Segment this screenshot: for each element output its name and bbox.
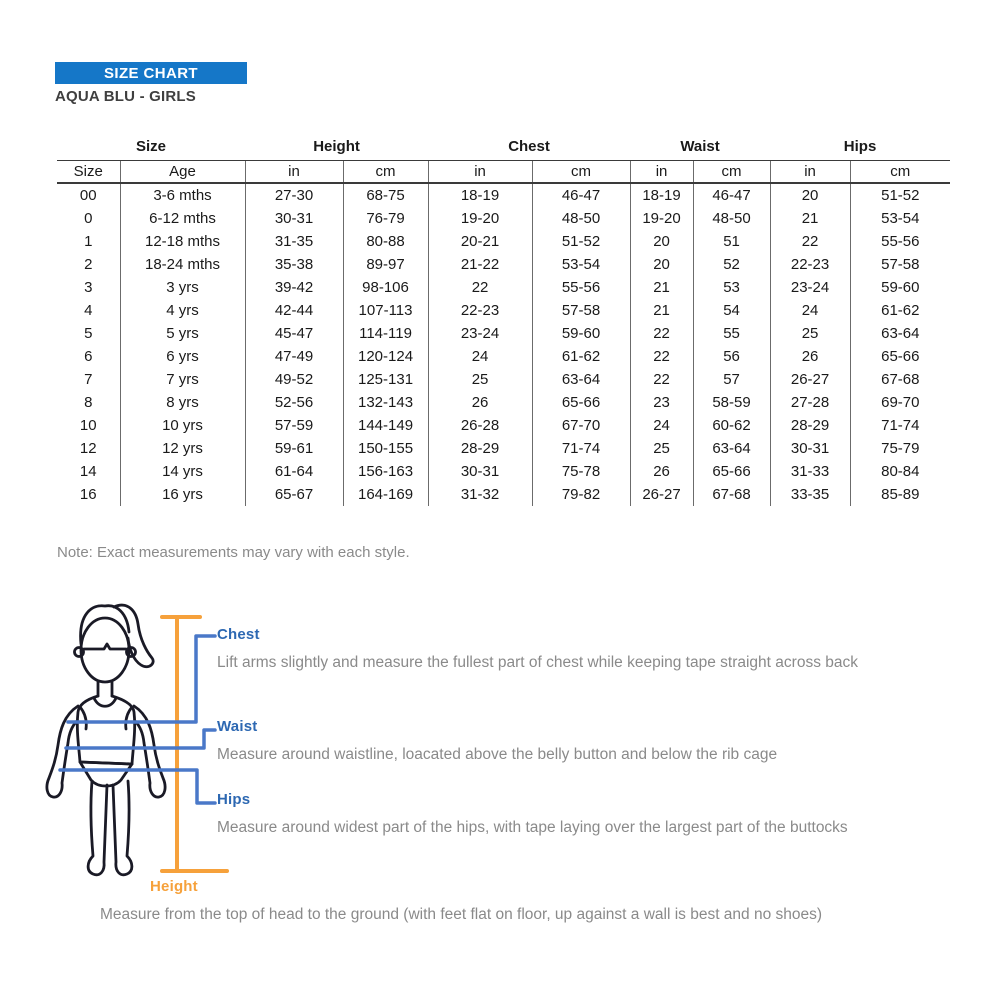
table-row <box>57 253 950 276</box>
size-chart-banner-label: SIZE CHART <box>104 64 198 82</box>
table-cell: 5 <box>84 325 93 342</box>
table-cell: 6-12 mths <box>120 207 245 230</box>
table-cell: 18-24 mths <box>120 253 245 276</box>
table-cell: 14 <box>79 463 97 480</box>
figure-right-leg <box>113 781 132 875</box>
table-cell: 61-62 <box>532 345 630 368</box>
figure-neckline <box>94 698 116 706</box>
table-cell: 30-31 <box>770 437 850 460</box>
table-cell: 26-27 <box>630 483 693 506</box>
group-header-hips: Hips <box>843 138 877 155</box>
table-cell: 8 <box>84 394 93 411</box>
hips-guide-label: Hips <box>217 791 251 808</box>
table-cell: 5 yrs <box>120 322 245 345</box>
table-row <box>57 414 950 437</box>
table-cell: 48-50 <box>532 207 630 230</box>
table-cell: 22 <box>630 345 693 368</box>
table-cell: 20-21 <box>428 230 532 253</box>
table-cell: 7 yrs <box>120 368 245 391</box>
table-cell: 25 <box>770 322 850 345</box>
table-cell: 12 <box>79 440 97 457</box>
table-cell: 61-62 <box>850 299 950 322</box>
table-cell: 16 yrs <box>120 483 245 506</box>
table-cell: 71-74 <box>532 437 630 460</box>
sub-header-waist-cm: cm <box>693 161 770 184</box>
table-cell: 46-47 <box>532 183 630 207</box>
table-cell: 51-52 <box>850 183 950 207</box>
waist-guide-description: Measure around waistline, loacated above the belly button and below the rib cage <box>217 746 778 763</box>
table-cell: 54 <box>693 299 770 322</box>
sub-header-height-cm: cm <box>343 161 428 184</box>
table-cell: 3-6 mths <box>120 183 245 207</box>
waist-guide-label: Waist <box>217 718 258 735</box>
table-cell: 57-59 <box>245 414 343 437</box>
table-cell: 42-44 <box>245 299 343 322</box>
table-cell: 12-18 mths <box>120 230 245 253</box>
table-cell: 61-64 <box>245 460 343 483</box>
table-cell: 22 <box>770 230 850 253</box>
table-cell: 59-61 <box>245 437 343 460</box>
table-cell: 1 <box>84 233 93 250</box>
table-cell: 125-131 <box>343 368 428 391</box>
table-cell: 53 <box>693 276 770 299</box>
table-group-header-row <box>57 133 950 161</box>
table-cell: 28-29 <box>770 414 850 437</box>
table-cell: 19-20 <box>630 207 693 230</box>
table-cell: 120-124 <box>343 345 428 368</box>
table-row <box>57 391 950 414</box>
table-cell: 12 yrs <box>120 437 245 460</box>
table-cell: 19-20 <box>428 207 532 230</box>
hips-guide-description: Measure around widest part of the hips, with tape laying over the largest part of the buttocks <box>217 819 848 836</box>
sub-header-size: Size <box>57 161 120 184</box>
table-cell: 164-169 <box>343 483 428 506</box>
table-cell: 45-47 <box>245 322 343 345</box>
table-cell: 8 yrs <box>120 391 245 414</box>
table-cell: 65-66 <box>693 460 770 483</box>
chest-guide-description: Lift arms slightly and measure the fullest part of chest while keeping tape straight across back <box>217 654 858 671</box>
collection-title: AQUA BLU - GIRLS <box>55 88 196 105</box>
table-cell: 22 <box>428 276 532 299</box>
table-row <box>57 437 950 460</box>
table-cell: 6 <box>84 348 93 365</box>
figure-neck <box>98 682 112 696</box>
table-cell: 80-88 <box>343 230 428 253</box>
table-cell: 25 <box>428 368 532 391</box>
figure-right-arm <box>134 706 165 797</box>
table-row <box>57 183 950 207</box>
child-body-outline <box>47 605 165 875</box>
table-cell: 0 <box>84 210 93 227</box>
table-cell: 27-28 <box>770 391 850 414</box>
table-cell: 67-70 <box>532 414 630 437</box>
table-cell: 28-29 <box>428 437 532 460</box>
sub-header-age: Age <box>120 161 245 184</box>
table-cell: 75-79 <box>850 437 950 460</box>
hips-measure-line <box>60 770 215 803</box>
table-cell: 80-84 <box>850 460 950 483</box>
table-cell: 53-54 <box>850 207 950 230</box>
table-cell: 4 <box>84 302 93 319</box>
table-cell: 23-24 <box>428 322 532 345</box>
table-sub-header-row <box>57 161 950 184</box>
table-cell: 65-67 <box>245 483 343 506</box>
measurement-note: Note: Exact measurements may vary with each style. <box>57 544 410 561</box>
figure-eyes-line <box>84 644 126 649</box>
figure-hair-ponytail <box>114 605 153 667</box>
height-guide-label: Height <box>150 878 198 895</box>
table-cell: 33-35 <box>770 483 850 506</box>
table-cell: 71-74 <box>850 414 950 437</box>
table-cell: 48-50 <box>693 207 770 230</box>
table-cell: 47-49 <box>245 345 343 368</box>
table-cell: 49-52 <box>245 368 343 391</box>
table-cell: 4 yrs <box>120 299 245 322</box>
table-cell: 63-64 <box>532 368 630 391</box>
table-cell: 30-31 <box>428 460 532 483</box>
table-cell: 26-27 <box>770 368 850 391</box>
table-cell: 6 yrs <box>120 345 245 368</box>
table-row <box>57 207 950 230</box>
table-cell: 31-35 <box>245 230 343 253</box>
chest-guide-label: Chest <box>217 626 260 643</box>
table-cell: 57-58 <box>532 299 630 322</box>
table-cell: 51-52 <box>532 230 630 253</box>
sub-header-chest-in: in <box>428 161 532 184</box>
table-cell: 150-155 <box>343 437 428 460</box>
table-cell: 26 <box>770 345 850 368</box>
figure-left-leg <box>88 781 107 875</box>
table-cell: 10 <box>79 417 97 434</box>
table-cell: 51 <box>693 230 770 253</box>
table-row <box>57 368 950 391</box>
table-cell: 144-149 <box>343 414 428 437</box>
table-cell: 55-56 <box>850 230 950 253</box>
table-cell: 16 <box>79 486 97 503</box>
table-row <box>57 322 950 345</box>
table-cell: 24 <box>428 345 532 368</box>
table-cell: 30-31 <box>245 207 343 230</box>
table-cell: 22-23 <box>770 253 850 276</box>
figure-left-ear <box>75 648 84 657</box>
table-cell: 55-56 <box>532 276 630 299</box>
table-cell: 58-59 <box>693 391 770 414</box>
table-row <box>57 483 950 506</box>
figure-bikini-bottom <box>80 762 132 786</box>
table-cell: 39-42 <box>245 276 343 299</box>
table-cell: 00 <box>79 187 97 204</box>
sub-header-height-in: in <box>245 161 343 184</box>
table-cell: 14 yrs <box>120 460 245 483</box>
table-cell: 2 <box>84 256 93 273</box>
size-chart-banner <box>55 62 247 84</box>
table-cell: 98-106 <box>343 276 428 299</box>
table-row <box>57 345 950 368</box>
table-cell: 3 yrs <box>120 276 245 299</box>
table-cell: 20 <box>630 230 693 253</box>
table-cell: 56 <box>693 345 770 368</box>
table-cell: 107-113 <box>343 299 428 322</box>
table-cell: 89-97 <box>343 253 428 276</box>
table-cell: 18-19 <box>428 183 532 207</box>
table-cell: 53-54 <box>532 253 630 276</box>
sub-header-chest-cm: cm <box>532 161 630 184</box>
table-cell: 68-75 <box>343 183 428 207</box>
table-cell: 57-58 <box>850 253 950 276</box>
table-cell: 63-64 <box>693 437 770 460</box>
table-cell: 52 <box>693 253 770 276</box>
table-cell: 21 <box>630 276 693 299</box>
size-table-body <box>57 183 950 506</box>
table-cell: 21 <box>630 299 693 322</box>
sub-header-waist-in: in <box>630 161 693 184</box>
table-cell: 156-163 <box>343 460 428 483</box>
table-cell: 67-68 <box>693 483 770 506</box>
figure-armholes <box>80 707 132 729</box>
table-cell: 59-60 <box>850 276 950 299</box>
table-cell: 35-38 <box>245 253 343 276</box>
group-header-size: Size <box>136 138 167 155</box>
table-cell: 67-68 <box>850 368 950 391</box>
table-cell: 63-64 <box>850 322 950 345</box>
table-cell: 24 <box>770 299 850 322</box>
table-cell: 57 <box>693 368 770 391</box>
table-cell: 132-143 <box>343 391 428 414</box>
table-cell: 23-24 <box>770 276 850 299</box>
table-cell: 85-89 <box>850 483 950 506</box>
group-header-chest: Chest <box>508 138 550 155</box>
table-cell: 10 yrs <box>120 414 245 437</box>
table-cell: 46-47 <box>693 183 770 207</box>
table-cell: 55 <box>693 322 770 345</box>
table-cell: 75-78 <box>532 460 630 483</box>
table-cell: 25 <box>630 437 693 460</box>
table-row <box>57 276 950 299</box>
table-cell: 21-22 <box>428 253 532 276</box>
table-cell: 22 <box>630 322 693 345</box>
table-cell: 27-30 <box>245 183 343 207</box>
table-cell: 7 <box>84 371 93 388</box>
table-cell: 59-60 <box>532 322 630 345</box>
table-cell: 26 <box>630 460 693 483</box>
table-cell: 26 <box>428 391 532 414</box>
table-cell: 31-32 <box>428 483 532 506</box>
table-cell: 24 <box>630 414 693 437</box>
table-cell: 79-82 <box>532 483 630 506</box>
table-cell: 21 <box>770 207 850 230</box>
table-row <box>57 299 950 322</box>
group-header-waist: Waist <box>680 138 720 155</box>
table-cell: 23 <box>630 391 693 414</box>
table-cell: 65-66 <box>850 345 950 368</box>
table-cell: 31-33 <box>770 460 850 483</box>
table-cell: 69-70 <box>850 391 950 414</box>
table-row <box>57 460 950 483</box>
table-cell: 20 <box>770 183 850 207</box>
table-cell: 65-66 <box>532 391 630 414</box>
child-figure-illustration <box>40 590 235 910</box>
sub-header-hips-in: in <box>770 161 850 184</box>
table-cell: 76-79 <box>343 207 428 230</box>
size-chart-table <box>57 133 950 506</box>
table-cell: 20 <box>630 253 693 276</box>
table-cell: 26-28 <box>428 414 532 437</box>
table-cell: 52-56 <box>245 391 343 414</box>
table-cell: 114-119 <box>343 322 428 345</box>
height-guide-description: Measure from the top of head to the ground (with feet flat on floor, up against a wall is best and no shoes) <box>100 906 823 923</box>
table-row <box>57 230 950 253</box>
table-cell: 60-62 <box>693 414 770 437</box>
sub-header-hips-cm: cm <box>850 161 950 184</box>
table-cell: 22-23 <box>428 299 532 322</box>
figure-left-arm <box>47 706 78 797</box>
table-cell: 22 <box>630 368 693 391</box>
table-cell: 3 <box>84 279 93 296</box>
table-cell: 18-19 <box>630 183 693 207</box>
group-header-height: Height <box>313 138 360 155</box>
